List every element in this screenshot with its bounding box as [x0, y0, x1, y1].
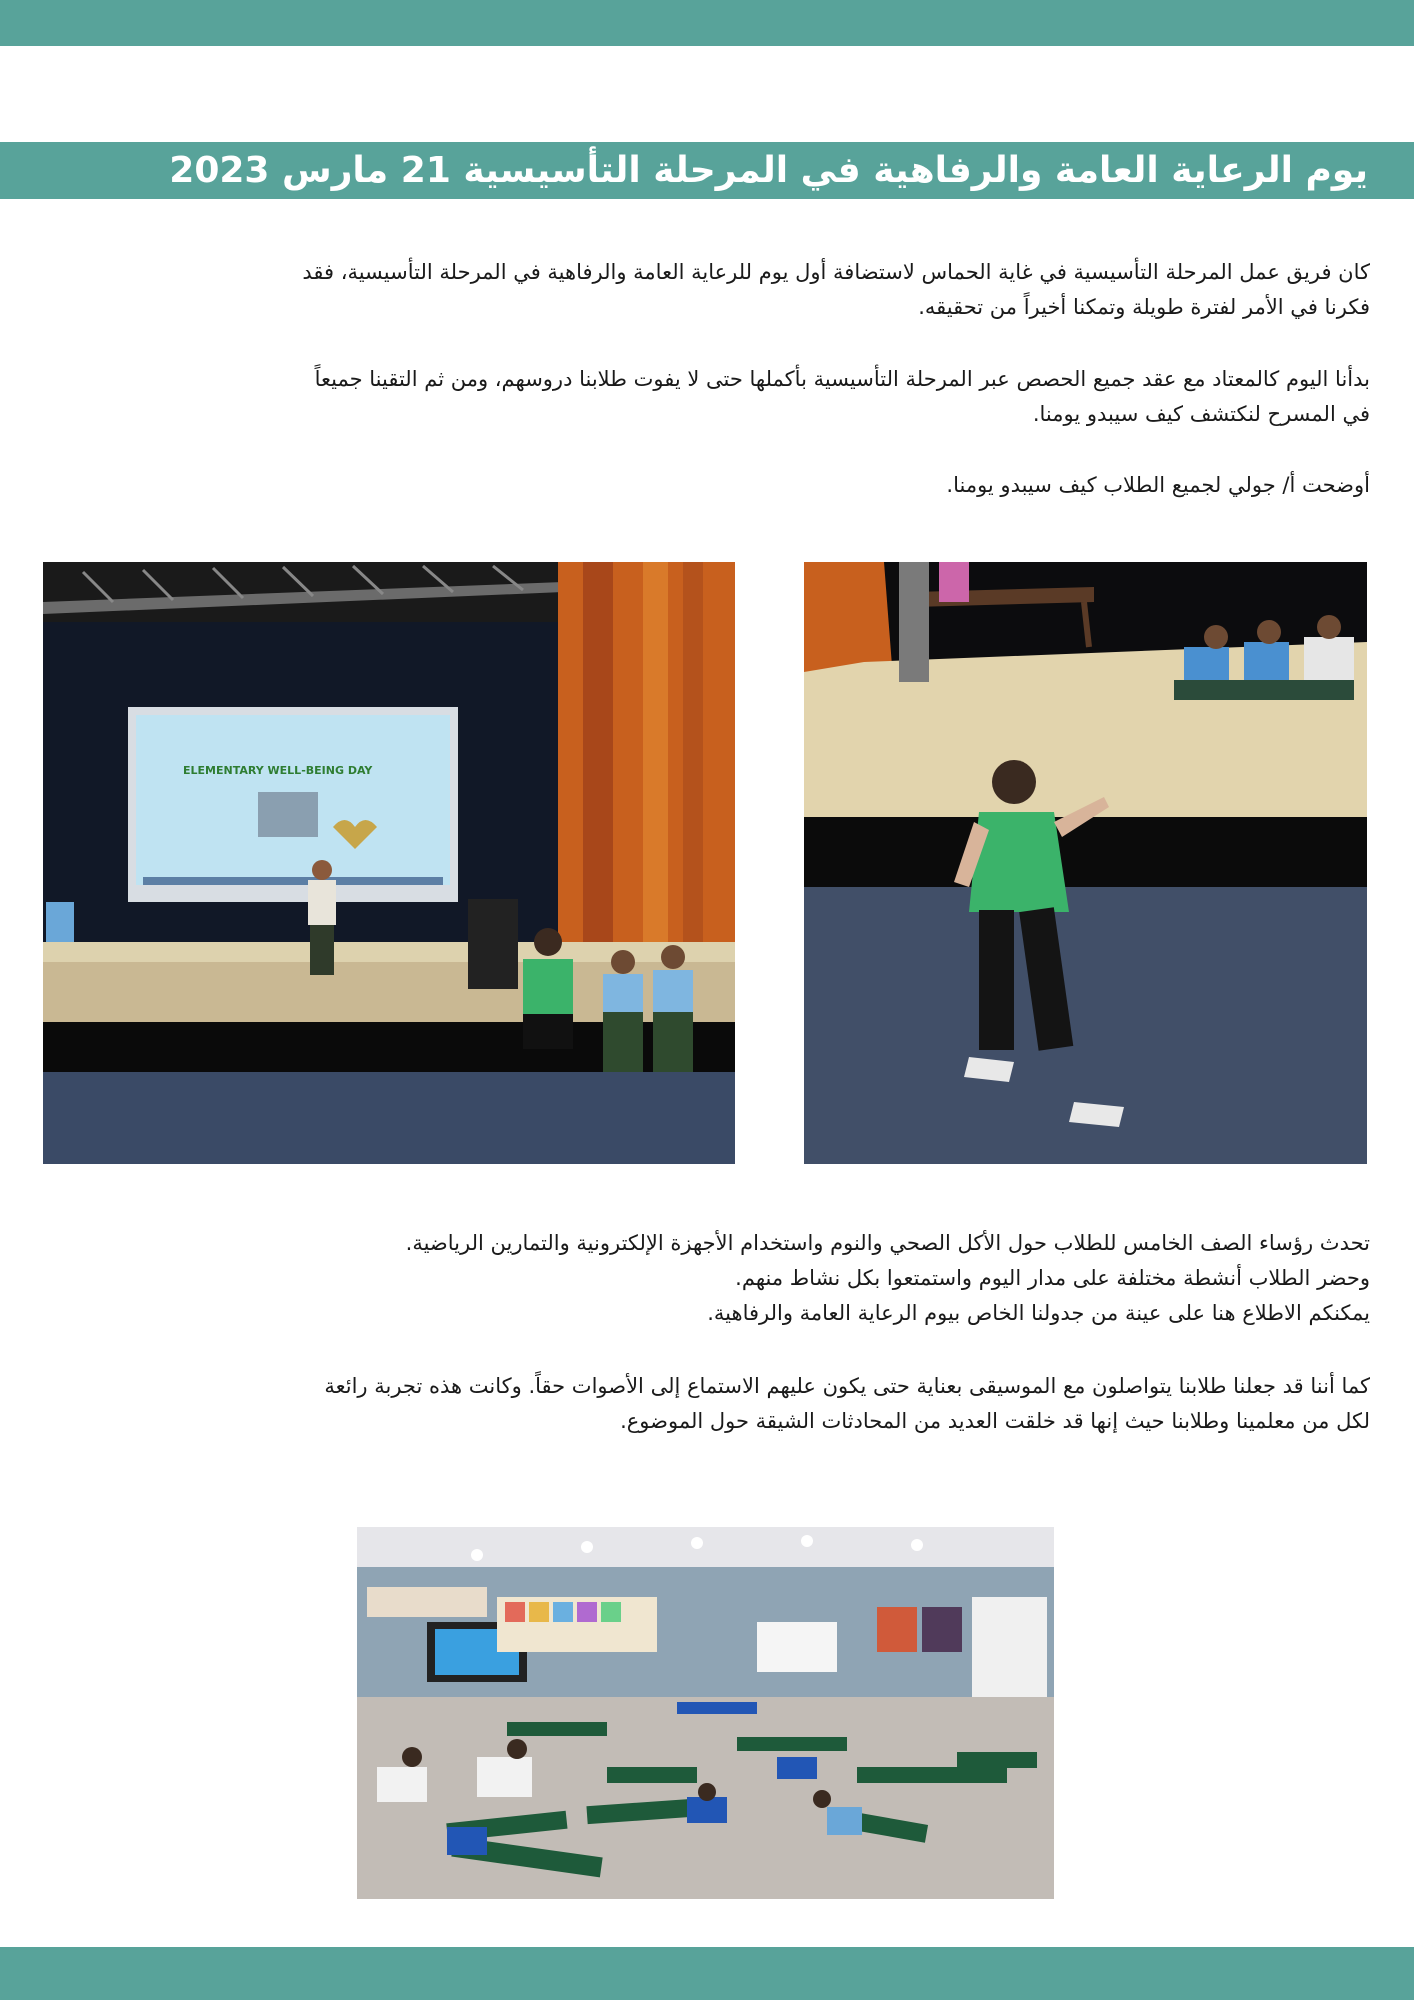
photo-teacher-walking-image	[804, 562, 1367, 1164]
middle-paragraph-1	[44, 1226, 1370, 1331]
text-line: في المسرح لنكتشف كيف سيبدو يومنا.	[1032, 402, 1370, 426]
intro-paragraph-3	[44, 468, 1370, 503]
stage-screen-text: ELEMENTARY WELL-BEING DAY	[183, 764, 373, 777]
page-title: يوم الرعاية العامة والرفاهية في المرحلة التأسيسية 21 مارس 2023	[169, 150, 1368, 191]
text-line: فكرنا في الأمر لفترة طويلة وتمكنا أخيراً من تحقيقه.	[918, 295, 1370, 319]
title-bar	[0, 142, 1414, 199]
text-line: تحدث رؤساء الصف الخامس للطلاب حول الأكل الصحي والنوم واستخدام الأجهزة الإلكترونية والتمارين الرياضية.	[405, 1231, 1370, 1255]
photo-stage-presentation	[43, 562, 735, 1164]
photo-classroom-music-image	[357, 1527, 1054, 1899]
photo-teacher-walking	[804, 562, 1367, 1164]
text-line: أوضحت أ/ جولي لجميع الطلاب كيف سيبدو يومنا.	[946, 473, 1370, 497]
intro-paragraph-2	[44, 362, 1370, 432]
text-line: لكل من معلمينا وطلابنا حيث إنها قد خلقت العديد من المحادثات الشيقة حول الموضوع.	[620, 1409, 1370, 1433]
top-accent-band	[0, 0, 1414, 46]
text-line: كان فريق عمل المرحلة التأسيسية في غاية الحماس لاستضافة أول يوم للرعاية العامة والرفاهية في المرحلة التأسيسية، فقد	[302, 260, 1370, 284]
text-line: بدأنا اليوم كالمعتاد مع عقد جميع الحصص عبر المرحلة التأسيسية بأكملها حتى لا يفوت طلابنا دروسهم، ومن ثم التقينا جميعاً	[314, 367, 1370, 391]
bottom-accent-band	[0, 1947, 1414, 2000]
intro-paragraph-1	[44, 255, 1370, 325]
text-line: وحضر الطلاب أنشطة مختلفة على مدار اليوم واستمتعوا بكل نشاط منهم.	[735, 1266, 1370, 1290]
middle-paragraph-2	[44, 1369, 1370, 1439]
photo-stage-presentation-image	[43, 562, 735, 1164]
text-line: كما أننا قد جعلنا طلابنا يتواصلون مع الموسيقى بعناية حتى يكون عليهم الاستماع إلى الأصوات حقاً. وكانت هذه تجربة رائعة	[324, 1374, 1370, 1398]
photo-classroom-music	[357, 1527, 1054, 1899]
text-line: يمكنكم الاطلاع هنا على عينة من جدولنا الخاص بيوم الرعاية العامة والرفاهية.	[707, 1301, 1370, 1325]
